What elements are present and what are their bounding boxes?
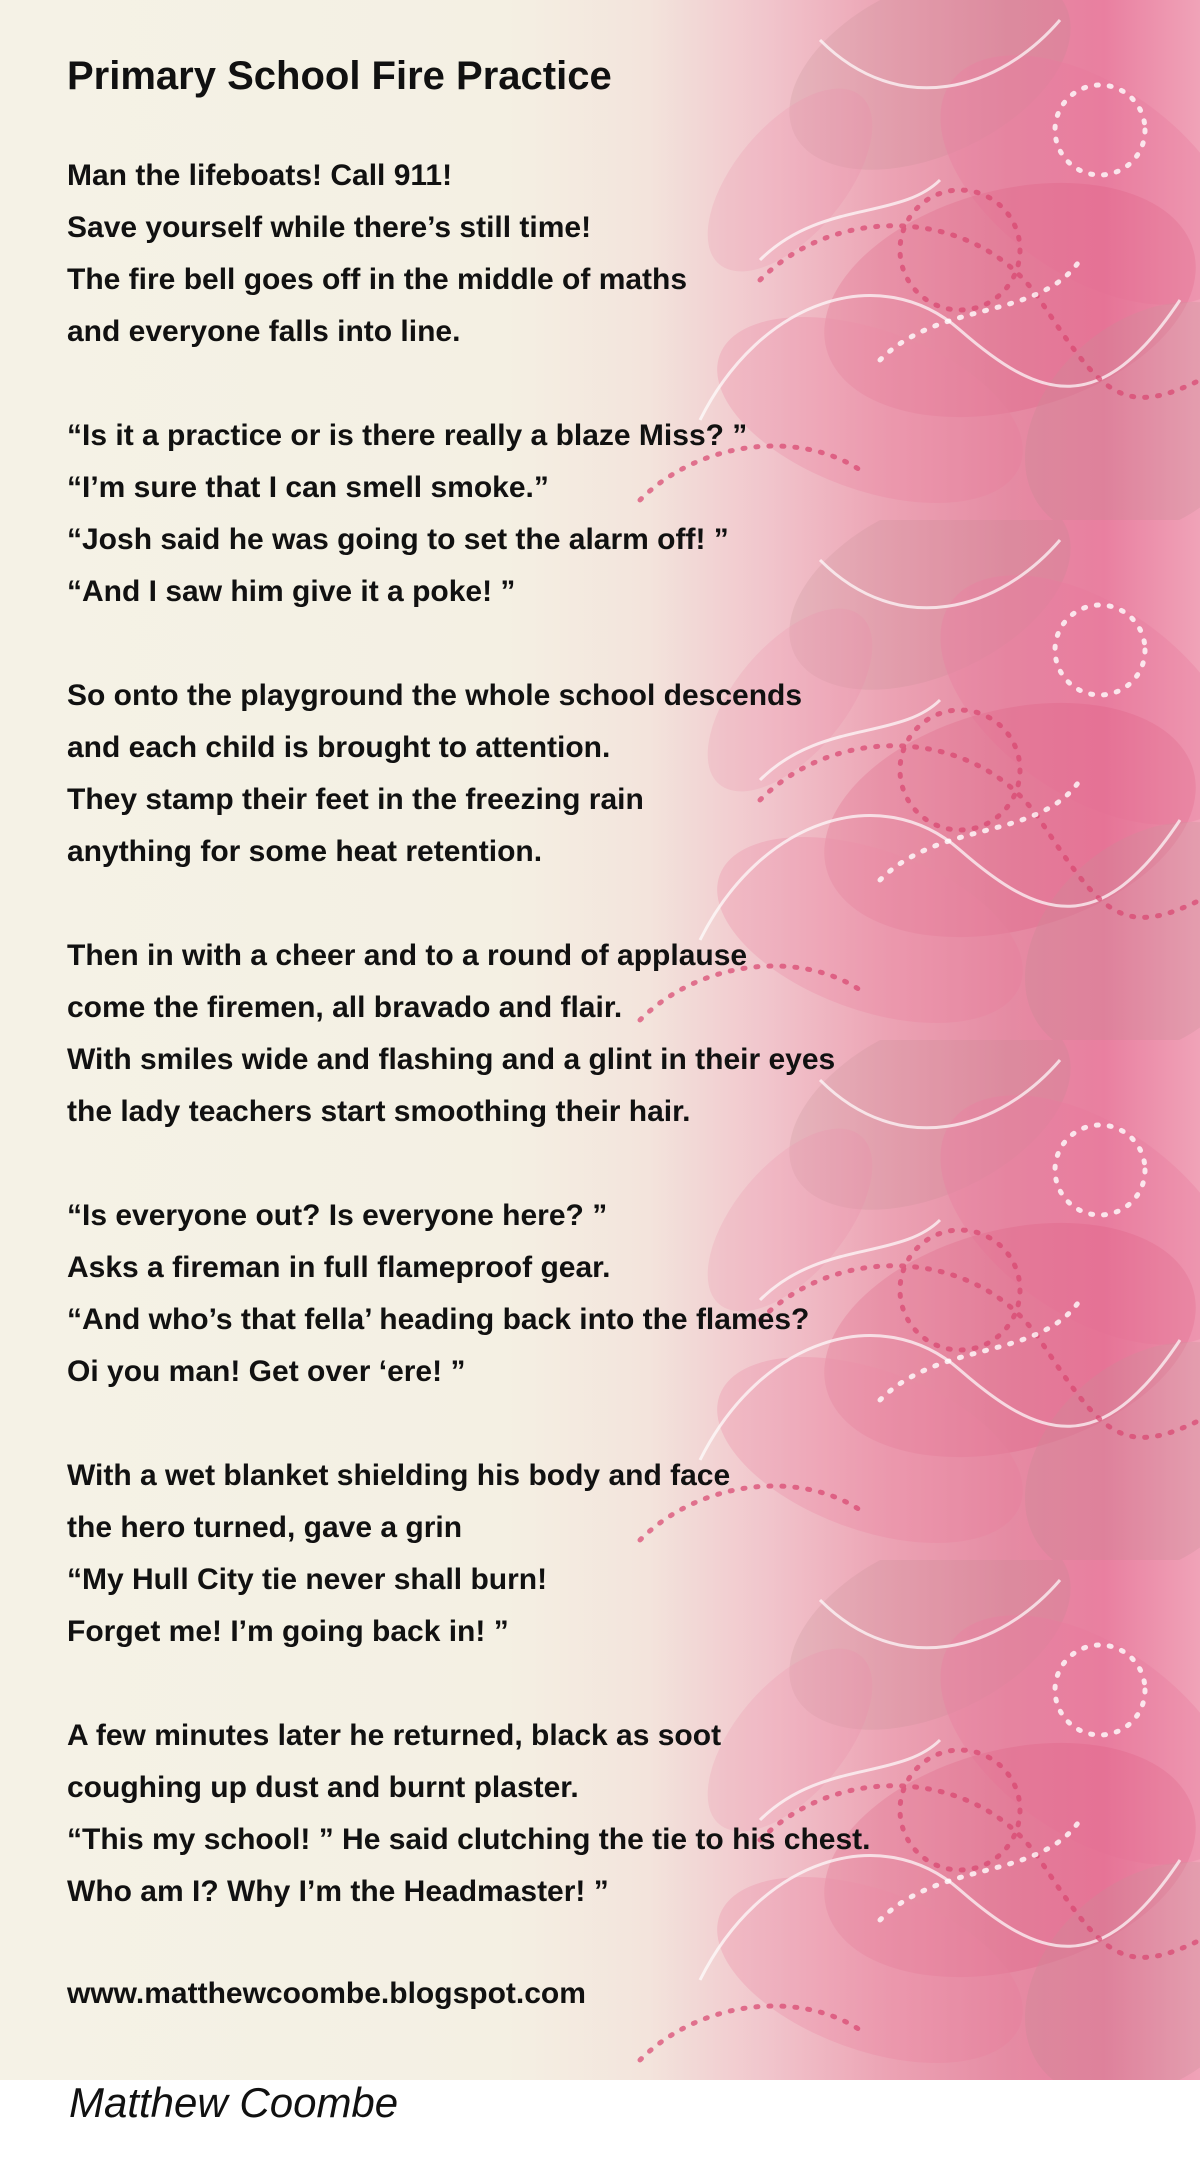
stanza-6 <box>67 1450 730 1658</box>
poem-line: “And who’s that fella’ heading back into the flames? <box>67 1303 810 1336</box>
author-name: Matthew Coombe <box>69 2079 399 2126</box>
poem-line: Forget me! I’m going back in! ” <box>67 1615 509 1648</box>
stanza-5 <box>67 1190 809 1398</box>
stanza-1 <box>67 150 687 358</box>
poem-line: Oi you man! Get over ‘ere! ” <box>67 1355 466 1388</box>
poem-line: and everyone falls into line. <box>67 315 461 348</box>
stanza-7 <box>67 1710 870 1918</box>
poem-line: Then in with a cheer and to a round of applause <box>67 939 748 972</box>
poem-line: Man the lifeboats! Call 911! <box>67 159 453 192</box>
poem-line: “And I saw him give it a poke! ” <box>67 575 516 608</box>
poem-line: “Is everyone out? Is everyone here? ” <box>67 1199 608 1232</box>
poem-line: come the firemen, all bravado and flair. <box>67 991 623 1024</box>
poem-line: anything for some heat retention. <box>67 835 543 868</box>
poem-line: Save yourself while there’s still time! <box>67 211 592 244</box>
poem-line: “Is it a practice or is there really a blaze Miss? ” <box>67 419 748 452</box>
poem-line: Asks a fireman in full flameproof gear. <box>67 1251 611 1284</box>
poem-line: and each child is brought to attention. <box>67 731 611 764</box>
poem-line: A few minutes later he returned, black as soot <box>67 1719 722 1752</box>
poem-line: the hero turned, gave a grin <box>67 1511 463 1544</box>
poem-line: “I’m sure that I can smell smoke.” <box>67 471 549 504</box>
poem-line: They stamp their feet in the freezing rain <box>67 783 644 816</box>
website-url: www.matthewcoombe.blogspot.com <box>67 1977 586 2010</box>
poem-line: “This my school! ” He said clutching the tie to his chest. <box>67 1823 871 1856</box>
poem-line: The fire bell goes off in the middle of maths <box>67 263 688 296</box>
stanza-4 <box>67 930 835 1138</box>
poem-line: coughing up dust and burnt plaster. <box>67 1771 579 1804</box>
stanza-3 <box>67 670 802 878</box>
poem-line: the lady teachers start smoothing their hair. <box>67 1095 691 1128</box>
poem-line: Who am I? Why I’m the Headmaster! ” <box>67 1875 609 1908</box>
poem-line: So onto the playground the whole school descends <box>67 679 803 712</box>
poem-title: Primary School Fire Practice <box>67 54 612 98</box>
poem-line: “My Hull City tie never shall burn! <box>67 1563 548 1596</box>
poem-line: “Josh said he was going to set the alarm off! ” <box>67 523 729 556</box>
poem-line: With smiles wide and flashing and a glint in their eyes <box>67 1043 836 1076</box>
poem-line: With a wet blanket shielding his body and face <box>67 1459 731 1492</box>
stanza-2 <box>67 410 747 618</box>
